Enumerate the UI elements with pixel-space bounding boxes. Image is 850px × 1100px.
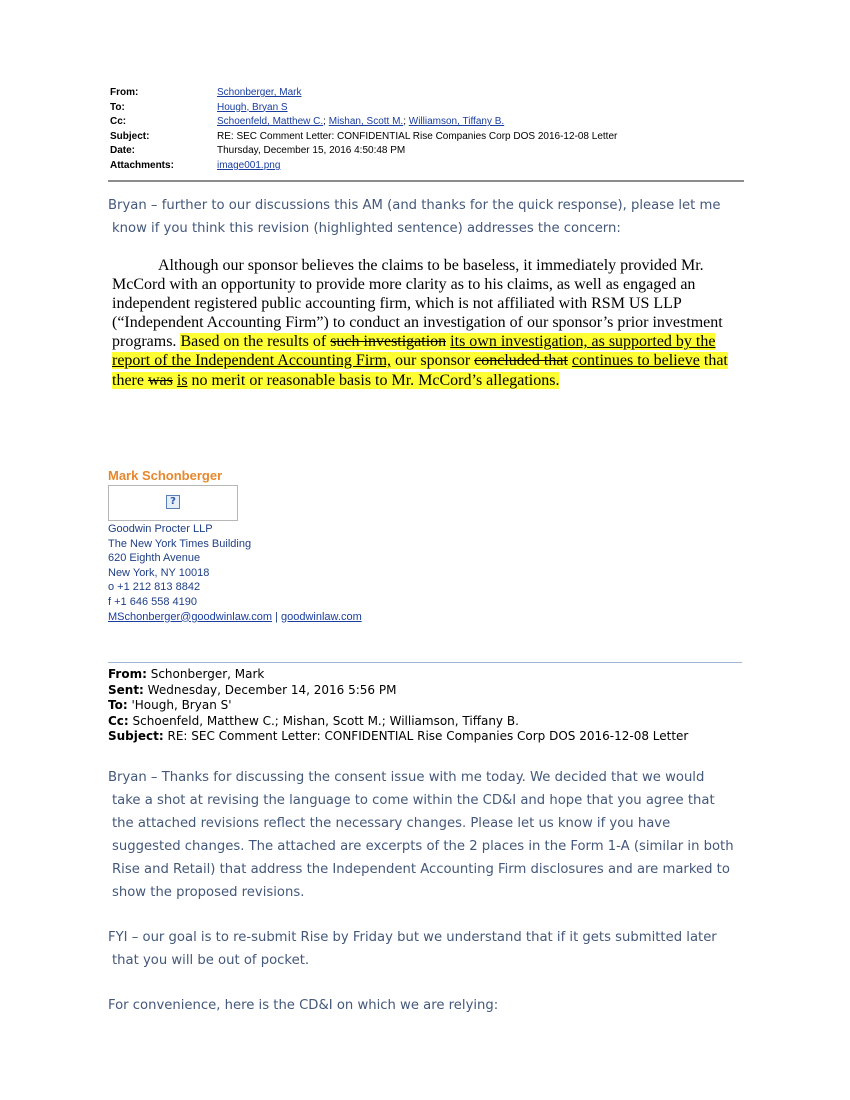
signature-links (108, 610, 362, 625)
intro-line: know if you think this revision (highlighted sentence) addresses the concern: (112, 221, 621, 236)
intro-paragraph (108, 194, 748, 240)
highlight-text: Based on the results of (180, 333, 331, 351)
signature-fax: f +1 646 558 4190 (108, 595, 197, 608)
body-line: take a shot at revising the language to come within the CD&I and hope that you agree that (112, 793, 715, 808)
prior-email-header (108, 667, 688, 745)
website-link[interactable]: goodwinlaw.com (281, 610, 362, 623)
prior-cc-row (108, 714, 688, 730)
prior-sent-value: Wednesday, December 14, 2016 5:56 PM (143, 682, 397, 697)
body-paragraph-fyi (108, 926, 748, 972)
highlight-text: our sponsor (391, 352, 475, 370)
inserted-text: its own investigation, as supported by the report of the Independent Accounting Firm, (112, 333, 716, 370)
attachments-label: Attachments: (110, 159, 174, 171)
body-line: Rise and Retail) that address the Independent Accounting Firm disclosures and are marked to (112, 862, 730, 877)
prior-to-value: 'Hough, Bryan S' (127, 698, 232, 712)
from-label: From: (110, 87, 139, 98)
cc-separator: ; (403, 116, 406, 128)
cc-label: Cc: (110, 116, 127, 128)
body-line: Bryan – Thanks for discussing the consent issue with me today. We decided that we would (108, 770, 705, 785)
body-line: For convenience, here is the CD&I on which we are relying: (108, 998, 499, 1013)
header-to-row (110, 101, 746, 116)
prior-subject-row (108, 729, 688, 745)
signature-building: The New York Times Building (108, 537, 252, 550)
link-separator: | (272, 610, 282, 623)
subject-value: RE: SEC Comment Letter: CONFIDENTIAL Rise Companies Corp DOS 2016-12-08 Letter (217, 130, 618, 142)
prior-from-value: Schonberger, Mark (146, 667, 265, 681)
subject-label: Subject: (110, 130, 150, 142)
signature-firm: Goodwin Procter LLP (108, 523, 213, 535)
cc-link-schoenfeld[interactable]: Schoenfeld, Matthew C. (217, 116, 324, 128)
highlight-text: that there (112, 352, 728, 389)
deleted-text: concluded that (474, 352, 568, 370)
prior-subject-label: Subject: (108, 729, 164, 743)
header-cc-row (110, 115, 746, 130)
header-from-row (110, 86, 746, 101)
prior-to-label: To: (108, 698, 128, 712)
prior-cc-value: Schoenfeld, Matthew C.; Mishan, Scott M.; Williamson, Tiffany B. (128, 713, 519, 728)
signature-name: Mark Schonberger (108, 468, 223, 483)
intro-line: Bryan – further to our discussions this AM (and thanks for the quick response), please let me (108, 198, 721, 213)
broken-image-icon: ? (166, 495, 180, 509)
signature-logo-placeholder (108, 485, 238, 521)
prior-cc-label: Cc: (108, 713, 129, 728)
prior-subject-value: RE: SEC Comment Letter: CONFIDENTIAL Rise Companies Corp DOS 2016-12-08 Letter (163, 729, 689, 743)
prior-email-divider (108, 662, 742, 663)
signature-phone: o +1 212 813 8842 (108, 581, 201, 594)
revised-disclosure-quote (112, 256, 738, 390)
body-line: show the proposed revisions. (112, 885, 305, 900)
body-line: that you will be out of pocket. (112, 953, 310, 968)
date-label: Date: (110, 145, 136, 157)
email-link[interactable]: MSchonberger@goodwinlaw.com (108, 610, 273, 623)
header-subject-row (110, 130, 746, 145)
inserted-text: continues to believe (571, 352, 700, 370)
body-line: FYI – our goal is to re-submit Rise by Friday but we understand that if it gets submitted later (108, 930, 717, 945)
signature-block (108, 522, 362, 624)
signature-street: 620 Eighth Avenue (108, 552, 201, 565)
prior-to-row (108, 698, 688, 714)
signature-city: New York, NY 10018 (108, 566, 210, 579)
prior-from-label: From: (108, 667, 147, 681)
body-line: suggested changes. The attached are excerpts of the 2 places in the Form 1-A (similar in both (112, 839, 734, 854)
deleted-text: such investigation (330, 333, 447, 351)
body-paragraph-convenience (108, 994, 748, 1017)
quote-plain-text: Although our sponsor believes the claims to be baseless, it immediately provided Mr. McCord with an opportunity to provide more clarity as to his claims, as well as engaged an independent registered public accounting firm, which is not affiliated with RSM US LLP (“Independent Accounting Firm”) to conduct an investigation of our sponsor’s prior investment programs. (112, 257, 723, 351)
attachment-link[interactable]: image001.png (217, 159, 281, 171)
prior-sent-label: Sent: (108, 682, 144, 697)
cc-separator: ; (323, 116, 326, 128)
cc-link-mishan[interactable]: Mishan, Scott M. (328, 116, 404, 128)
prior-from-row (108, 667, 688, 683)
to-link[interactable]: Hough, Bryan S (217, 101, 288, 113)
deleted-text: was (147, 371, 173, 389)
prior-sent-row (108, 683, 688, 699)
inserted-text: is (176, 371, 188, 389)
date-value: Thursday, December 15, 2016 4:50:48 PM (217, 145, 406, 157)
body-line: the attached revisions reflect the necessary changes. Please let us know if you have (112, 816, 671, 831)
header-date-row (110, 144, 746, 159)
to-label: To: (110, 101, 125, 113)
body-paragraph-consent (108, 766, 748, 904)
cc-link-williamson[interactable]: Williamson, Tiffany B. (408, 116, 505, 128)
from-link[interactable]: Schonberger, Mark (217, 87, 302, 98)
header-divider (108, 180, 744, 182)
highlight-text: no merit or reasonable basis to Mr. McCord’s allegations. (187, 371, 560, 389)
header-attachments-row (110, 159, 746, 174)
email-header (110, 86, 746, 174)
